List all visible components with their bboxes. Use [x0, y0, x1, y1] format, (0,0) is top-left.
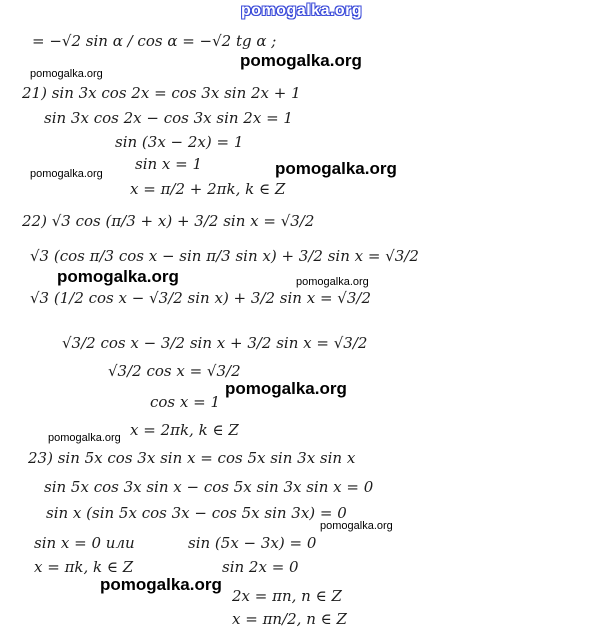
- watermark: pomogalka.org: [296, 276, 369, 288]
- line-18-right: sin 2x = 0: [222, 558, 299, 576]
- watermark: pomogalka.org: [48, 432, 121, 444]
- line-4: sin (3x − 2x) = 1: [115, 133, 244, 151]
- watermark: pomogalka.org: [30, 68, 103, 80]
- line-1: = −√2 sin α / cos α = −√2 tg α ;: [32, 32, 277, 50]
- watermark: pomogalka.org: [30, 168, 103, 180]
- watermark: pomogalka.org: [320, 520, 393, 532]
- line-8: √3 (cos π/3 cos x − sin π/3 sin x) + 3/2 sin x = √3/2: [30, 247, 419, 265]
- line-5: sin x = 1: [135, 155, 203, 173]
- line-3: sin 3x cos 2x − cos 3x sin 2x = 1: [44, 109, 293, 127]
- line-20: x = πn/2, n ∈ Z: [232, 610, 347, 628]
- line-10: √3/2 cos x − 3/2 sin x + 3/2 sin x = √3/2: [62, 334, 368, 352]
- watermark: pomogalka.org: [225, 379, 347, 398]
- watermark: pomogalka.org: [275, 159, 397, 178]
- line-6: x = π/2 + 2πk, k ∈ Z: [130, 180, 286, 198]
- line-18-left: x = πk, k ∈ Z: [34, 558, 134, 576]
- line-17-left: sin x = 0 или: [34, 534, 135, 552]
- line-9: √3 (1/2 cos x − √3/2 sin x) + 3/2 sin x = √3/2: [30, 289, 371, 307]
- line-13: x = 2πk, k ∈ Z: [130, 421, 239, 439]
- line-17-right: sin (5x − 3x) = 0: [188, 534, 317, 552]
- line-15: sin 5x cos 3x sin x − cos 5x sin 3x sin x = 0: [44, 478, 374, 496]
- watermark: pomogalka.org: [100, 575, 222, 594]
- line-11: √3/2 cos x = √3/2: [108, 362, 241, 380]
- line-14: 23) sin 5x cos 3x sin x = cos 5x sin 3x sin x: [28, 449, 356, 467]
- line-16: sin x (sin 5x cos 3x − cos 5x sin 3x) = 0: [46, 504, 347, 522]
- line-7: 22) √3 cos (π/3 + x) + 3/2 sin x = √3/2: [22, 212, 315, 230]
- line-12: cos x = 1: [150, 393, 221, 411]
- watermark: pomogalka.org: [57, 267, 179, 286]
- line-2: 21) sin 3x cos 2x = cos 3x sin 2x + 1: [22, 84, 301, 102]
- watermark-top: pomogalka.org: [241, 2, 363, 19]
- watermark: pomogalka.org: [240, 51, 362, 70]
- line-19: 2x = πn, n ∈ Z: [232, 587, 342, 605]
